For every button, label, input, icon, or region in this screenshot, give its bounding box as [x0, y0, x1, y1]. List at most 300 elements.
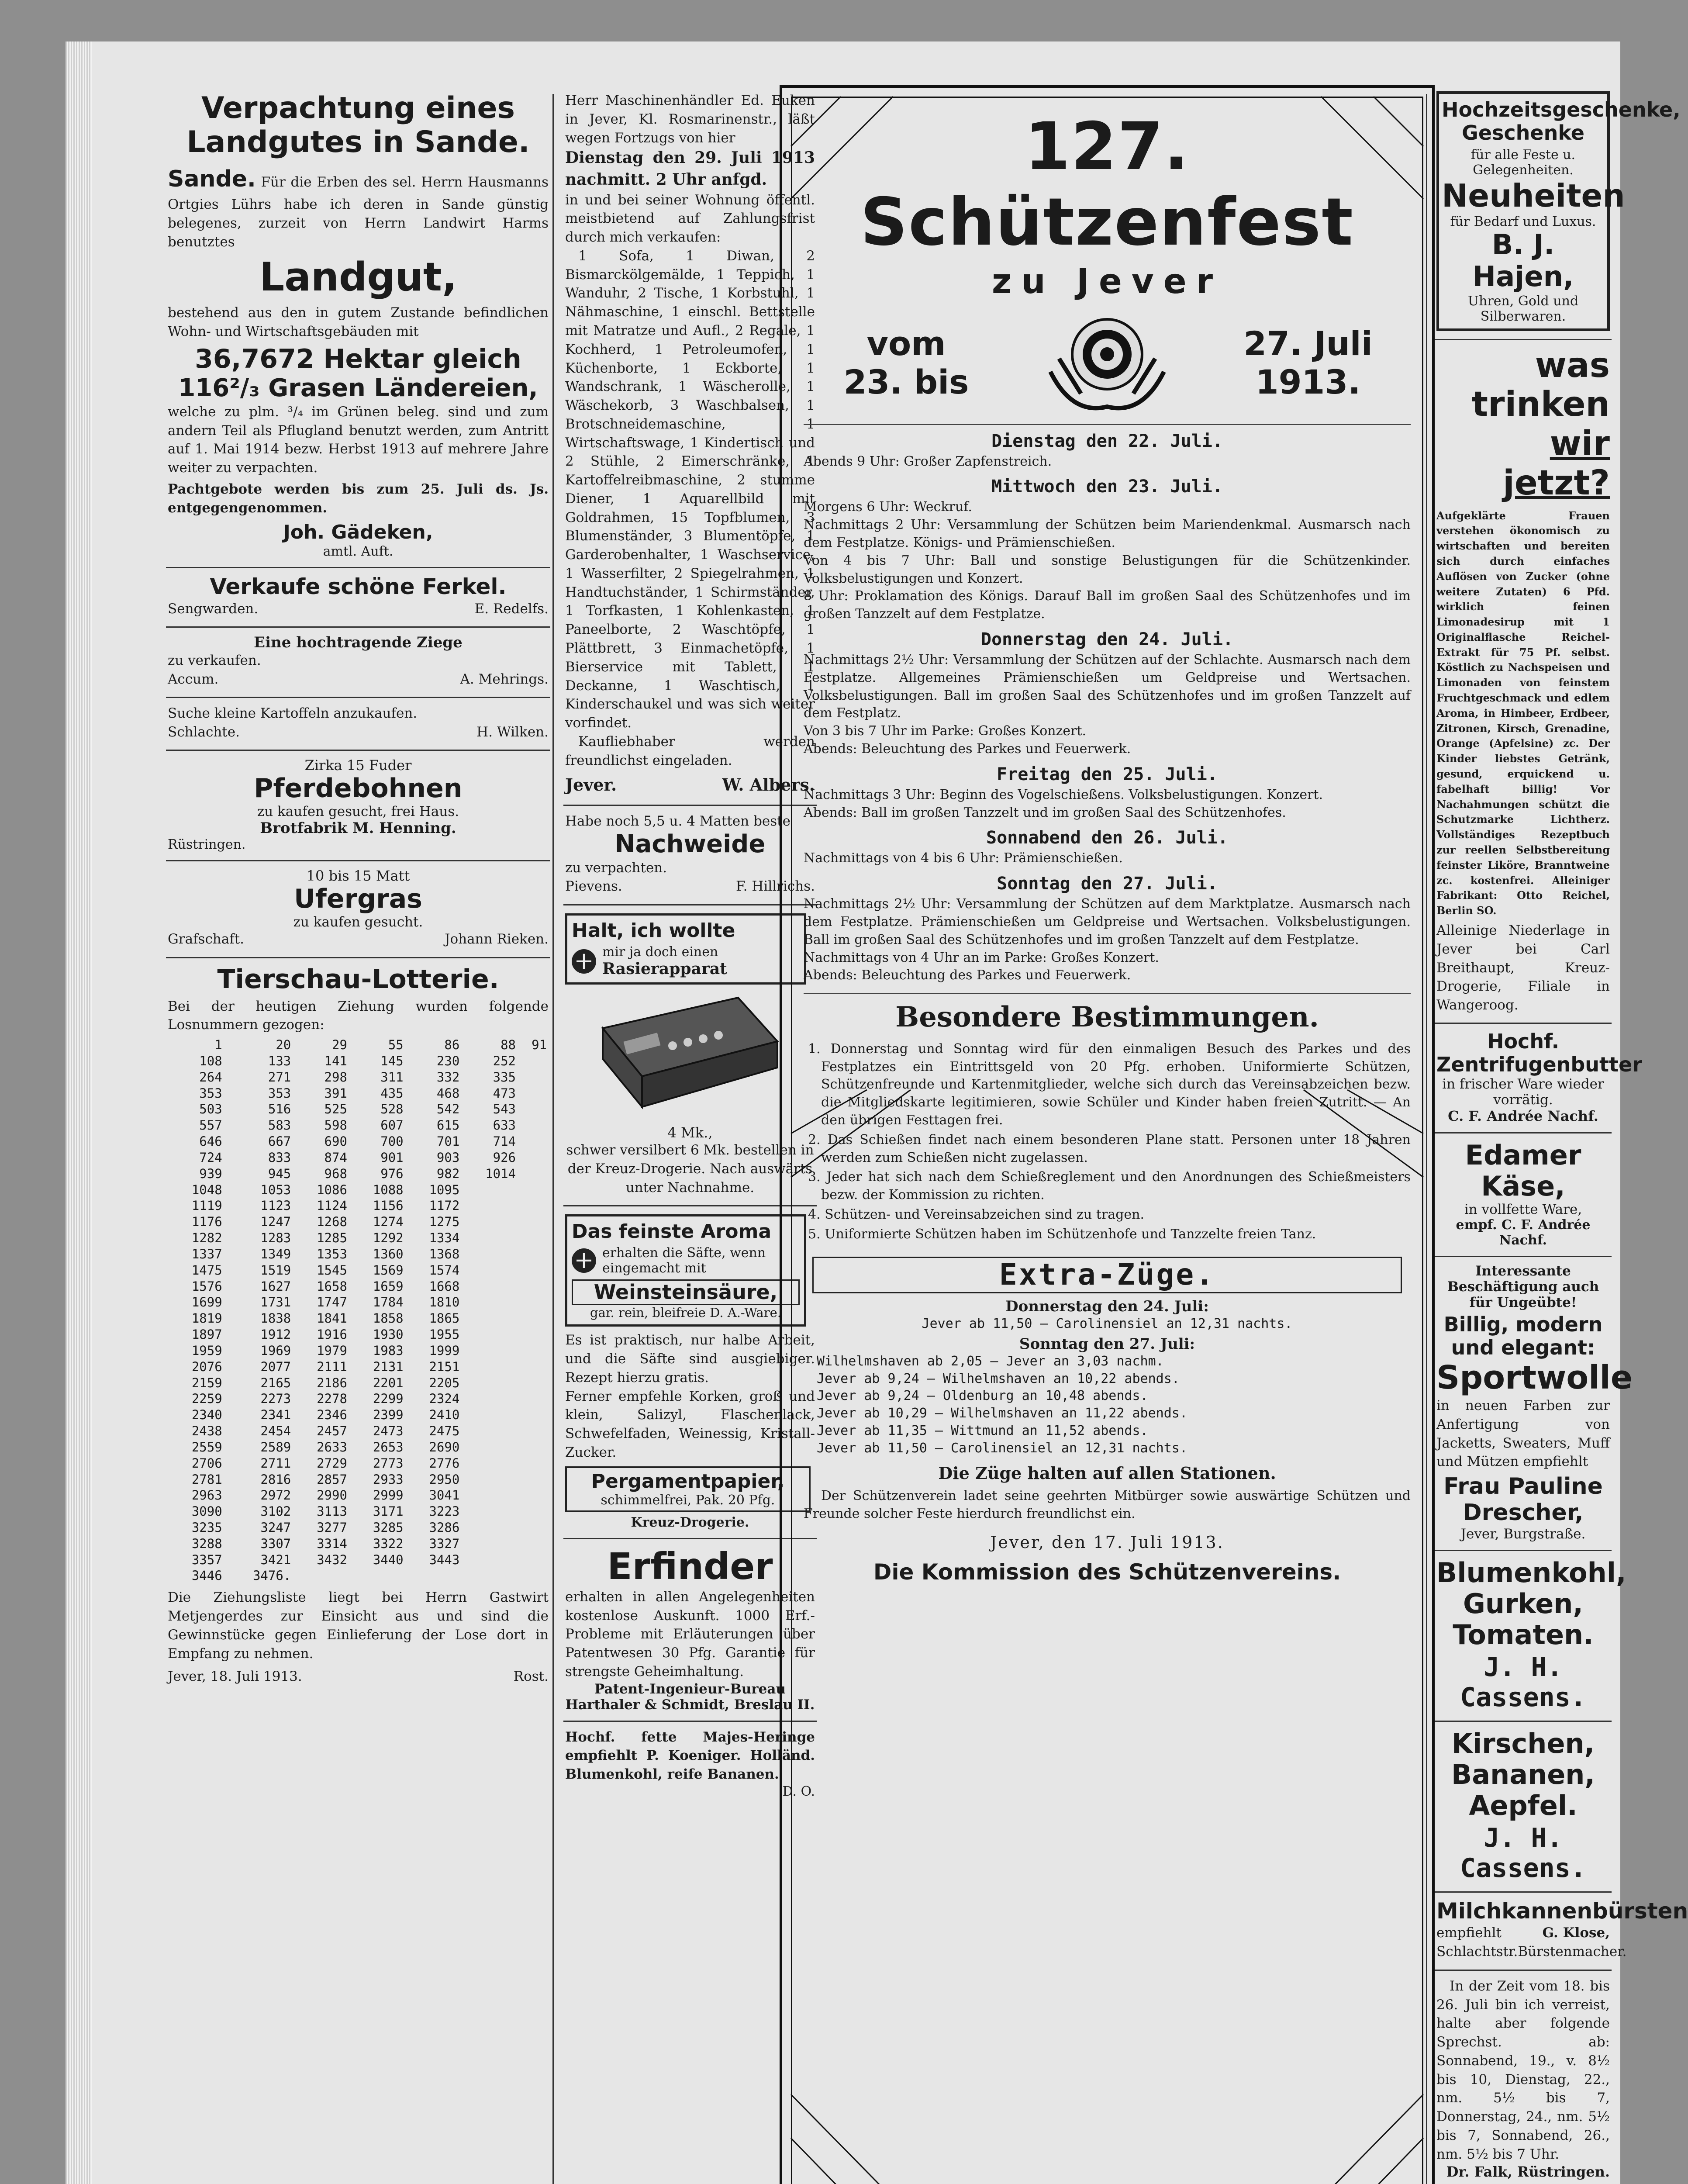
train-line: Jever ab 11,35 — Wittmund an 11,52 abends. [817, 1423, 1148, 1439]
invitation-text: Der Schützenverein ladet seine geehrten Mitbürger sowie auswärtige Schützen und Freunde solcher Feste hierdurch freundlichst ein. [804, 1488, 1411, 1521]
lottery-number: 1819 [191, 1311, 222, 1326]
lottery-number: 633 [493, 1118, 516, 1133]
ad-title: Erfinder [607, 1545, 773, 1588]
program-event: Von 4 bis 7 Uhr: Ball und sonstige Belustigungen für die Schützenkinder. Volksbelustigungen und Konzert. [804, 553, 1411, 586]
product-name: Rasierapparat [602, 960, 727, 978]
lottery-number: 1176 [191, 1214, 222, 1230]
program-event: Abends: Beleuchtung des Parkes und Feuerwerk. [804, 968, 1131, 983]
program-event: Nachmittags von 4 bis 6 Uhr: Prämienschießen. [804, 850, 1123, 866]
lottery-number: 874 [324, 1150, 347, 1165]
ad-name: G. Klose, [1542, 1925, 1610, 1941]
ad-name: W. Albers. [722, 775, 815, 795]
lottery-number: 2299 [373, 1391, 404, 1406]
date-start: 23. bis [843, 362, 969, 401]
lottery-row [168, 1552, 549, 1568]
column-2 [563, 85, 817, 2184]
ad-firm: Brotfabrik M. Henning. [260, 819, 456, 837]
lottery-number: 901 [380, 1150, 404, 1165]
lottery-number: 1999 [429, 1343, 460, 1358]
lottery-number: 667 [268, 1134, 291, 1149]
ad-headline: Landgut, [259, 254, 457, 301]
lottery-number: 145 [380, 1053, 404, 1068]
ad-reichel [1435, 340, 1612, 1024]
ad-name: E. Redelfs. [474, 601, 549, 617]
produce-item: Tomaten. [1453, 1619, 1594, 1651]
ad-place: Sengwarden. [168, 601, 259, 617]
lottery-number: 646 [199, 1134, 222, 1149]
lottery-number: 2454 [260, 1424, 291, 1439]
ad-pferdebohnen [166, 751, 550, 861]
lottery-number: 2076 [191, 1359, 222, 1374]
train-line: Jever ab 9,24 — Oldenburg an 10,48 abends. [817, 1388, 1148, 1404]
ad-text: Es ist praktisch, nur halbe Arbeit, und die Säfte sind ausgiebiger. Rezept hierzu gratis. [565, 1332, 815, 1386]
lottery-number: 3277 [317, 1520, 347, 1535]
train-day: Sonntag den 27. Juli: [1019, 1335, 1195, 1353]
ad-title: Verpachtung eines Landgutes in Sande. [186, 91, 530, 160]
lottery-number: 1048 [191, 1182, 222, 1197]
train-line: Jever ab 11,50 — Carolinensiel an 12,31 nachts. [922, 1316, 1293, 1331]
lottery-number: 435 [380, 1085, 404, 1101]
lottery-number: 1283 [260, 1230, 291, 1246]
lottery-number: 3113 [317, 1504, 347, 1519]
ad-text: erhalten in allen Angelegenheiten kostenlose Auskunft. 1000 Erf.-Probleme mit Erläuterungen über Patentwesen 30 Pfg. Garantie für strengste Geheimhaltung. [565, 1589, 815, 1679]
lottery-number: 1841 [317, 1311, 347, 1326]
lottery-number: 583 [268, 1118, 291, 1133]
ad-ferkel [166, 568, 550, 628]
lottery-number: 1475 [191, 1262, 222, 1278]
train-day: Donnerstag den 24. Juli: [1005, 1297, 1209, 1315]
lottery-number: 2473 [373, 1424, 404, 1439]
rule-item: 5. Uniformierte Schützen haben im Schützenhofe und Tanzzelte freien Tanz. [808, 1226, 1316, 1242]
razor-box-illustration [594, 989, 786, 1120]
rule-item: 4. Schützen- und Vereinsabzeichen sind zu tragen. [808, 1206, 1145, 1222]
lottery-number-table [168, 1037, 549, 1584]
lottery-number: 3322 [373, 1536, 404, 1551]
program-event: Abends: Ball im großen Tanzzelt und im großen Saal des Schützenhofes. [804, 805, 1286, 820]
lottery-row [168, 1472, 549, 1488]
lottery-number: 1627 [260, 1279, 291, 1294]
ad-title: Ufergras [294, 884, 422, 915]
lottery-number: 939 [199, 1166, 222, 1181]
lottery-number: 926 [493, 1150, 516, 1165]
lottery-number: 335 [493, 1069, 516, 1085]
lottery-number: 3307 [260, 1536, 291, 1551]
lottery-number: 724 [199, 1150, 222, 1165]
lottery-number: 1334 [429, 1230, 460, 1246]
ad-text: bestehend aus den in gutem Zustande befindlichen Wohn- und Wirtschaftsgebäuden mit [168, 304, 549, 339]
lottery-number: 2131 [373, 1359, 404, 1374]
lottery-number: 557 [199, 1118, 222, 1133]
lottery-row [168, 1182, 549, 1198]
ad-date: Jever, 18. Juli 1913. [168, 1669, 302, 1685]
lottery-number: 3432 [317, 1552, 347, 1567]
ad-gemuese [1435, 1551, 1626, 1722]
lottery-number: 1916 [317, 1327, 347, 1342]
ad-rasierapparat [563, 905, 817, 1206]
lottery-number: 1912 [260, 1327, 291, 1342]
ad-title: Hochzeitsgeschenke, Geschenke [1442, 98, 1681, 145]
program-event: 8 Uhr: Proklamation des Königs. Darauf Ball im großen Saal des Schützenhofes und im großen Tanzzelt auf dem Festplatze. [804, 588, 1411, 622]
produce-item: Aepfel. [1469, 1790, 1578, 1822]
program-event: Nachmittags 2½ Uhr: Versammlung der Schützen auf der Schlachte. Ausmarsch nach dem Festplatze. Allgemeines Prämienschießen um Geldpreise und Wertsachen. Volksbelustigungen. Ball im großen Saal des Schützenhofes und im großen Tanzzelt auf dem Festplatz. [804, 652, 1411, 721]
lottery-number: 968 [324, 1166, 347, 1181]
lottery-number: 298 [324, 1069, 347, 1085]
ad-signature: Dr. Falk, Rüstringen. [1446, 2163, 1610, 2181]
ad-firm: C. F. Andrée Nachf. [1448, 1107, 1598, 1124]
lottery-number: 1172 [429, 1198, 460, 1213]
lottery-row [168, 1310, 549, 1327]
lottery-number: 2633 [317, 1439, 347, 1455]
lottery-row [168, 1294, 549, 1310]
lottery-number: 264 [199, 1069, 222, 1085]
train-list [804, 1353, 1411, 1457]
lottery-row [168, 1343, 549, 1359]
rule-item: 1. Donnerstag und Sonntag wird für den einmaligen Besuch des Parkes und des Festplatzes ein Eintrittsgeld von 20 Pfg. erhoben. Uniformierte Schützen, Schützenfreunde und Kartenmitglieder, welche sich durch das Vereinsabzeichen bezw. die Mitgliedskarte legitimieren, sowie Schüler und Kinder haben freien Zutritt. — An den übrigen Festtagen frei. [808, 1041, 1411, 1128]
ad-text: Für die Erben des sel. Herrn Hausmanns Ortgies Lührs habe ich deren in Sande günstig belegenes, zurzeit von Herrn Landwirt Harms benutztes [168, 174, 549, 250]
lottery-number: 2706 [191, 1455, 222, 1471]
lottery-number: 690 [324, 1134, 347, 1149]
ad-ziege [166, 628, 550, 698]
fest-title: 127. Schützenfest [860, 109, 1354, 260]
column-4 [1435, 85, 1688, 2184]
lottery-number: 1838 [260, 1311, 291, 1326]
target-emblem-icon [1033, 306, 1181, 420]
program-event: Abends 9 Uhr: Großer Zapfenstreich. [804, 453, 1052, 469]
lottery-number: 1574 [429, 1262, 460, 1278]
lottery-number: 3041 [429, 1488, 460, 1503]
ad-title: Milchkannenbürsten [1436, 1898, 1688, 1924]
lottery-number: 2933 [373, 1472, 404, 1487]
ad-text: Ferner empfehle Korken, groß und klein, Salizyl, Flaschenlack, Schwefelfaden, Weinessig, Kristall-Zucker. [565, 1388, 815, 1460]
lottery-number: 1659 [373, 1279, 404, 1294]
lottery-number: 945 [268, 1166, 291, 1181]
lottery-number: 503 [199, 1102, 222, 1117]
program-event: Morgens 6 Uhr: Weckruf. [804, 499, 972, 515]
lottery-number: 714 [493, 1134, 516, 1149]
lottery-number: 2324 [429, 1391, 460, 1406]
ad-text: zu kaufen gesucht. [293, 914, 423, 930]
lottery-number: 1156 [373, 1198, 404, 1213]
lottery-number: 607 [380, 1118, 404, 1133]
ad-title: Sportwolle [1436, 1359, 1633, 1397]
lottery-row [168, 1214, 549, 1230]
lottery-number: 833 [268, 1150, 291, 1165]
lottery-number: 20 [276, 1037, 291, 1053]
lottery-number: 2999 [373, 1488, 404, 1503]
lottery-number: 1368 [429, 1246, 460, 1261]
lottery-number: 2111 [317, 1359, 347, 1374]
produce-item: Gurken, [1463, 1588, 1583, 1620]
ad-firm: Harthaler & Schmidt, Breslau II. [565, 1697, 815, 1713]
lottery-number: 2410 [429, 1407, 460, 1423]
ad-text: Suche kleine Kartoffeln anzukaufen. [168, 705, 418, 722]
ad-firm: Patent-Ingenieur-Bureau [594, 1681, 786, 1697]
red-cross-icon: + [572, 949, 596, 974]
ad-text: Bei der heutigen Ziehung wurden folgende Losnummern gezogen: [168, 998, 549, 1033]
lottery-number: 700 [380, 1134, 404, 1149]
lottery-number: 1858 [373, 1311, 404, 1326]
ad-text: In der Zeit vom 18. bis 26. Juli bin ich verreist, halte aber folgende Sprechst. ab: Sonnabend, 19., v. 8½ bis 10, Dienstag, 22., nm. 5½ bis 7, Donnerstag, 24., nm. 5½ bis 7, Sonnabend, 26., nm. 5½ bis 7 Uhr. [1436, 1978, 1610, 2162]
lottery-number: 133 [268, 1053, 291, 1068]
lottery-number: 3443 [429, 1552, 460, 1567]
lottery-row [168, 1085, 549, 1102]
lottery-number: 29 [332, 1037, 347, 1053]
ad-signature: Joh. Gädeken, [283, 521, 433, 544]
ad-name: Johann Rieken. [445, 931, 549, 947]
train-line: Jever ab 10,29 — Wilhelmshaven an 11,22 abends. [817, 1406, 1187, 1421]
ad-title: Verkaufe schöne Ferkel. [210, 574, 507, 600]
lottery-number: 615 [436, 1118, 460, 1133]
lottery-number: 91 [532, 1037, 547, 1053]
lottery-number: 332 [436, 1069, 460, 1085]
lottery-number: 2438 [191, 1424, 222, 1439]
ad-sportwolle [1435, 1257, 1633, 1551]
shop-name: Kreuz-Drogerie. [631, 1515, 749, 1531]
lottery-row [168, 1230, 549, 1246]
ad-text: empfiehlt [1436, 1925, 1502, 1941]
ad-text: in frischer Ware wieder vorrätig. [1442, 1076, 1604, 1108]
ad-lotterie [166, 958, 550, 1694]
lottery-number: 2159 [191, 1375, 222, 1390]
lottery-number: 1545 [317, 1262, 347, 1278]
lottery-number: 1268 [317, 1214, 347, 1230]
lottery-number: 903 [436, 1150, 460, 1165]
area-line: 36,7672 Hektar gleich [195, 344, 521, 375]
ad-title: Tierschau-Lotterie. [217, 964, 499, 995]
lottery-number: 230 [436, 1053, 460, 1068]
lottery-number: 1285 [317, 1230, 347, 1246]
lottery-number: 3286 [429, 1520, 460, 1535]
ad-text: Aufgeklärte Frauen verstehen ökonomisch zu wirtschaften und bereiten sich durch einfaches Auflösen von Zucker (ohne weitere Zutaten) 6 Pfd. wirklich feinen Limonadesirup mit 1 Originalflasche Reichel-Extrakt für 75 Pf. selbst. Köstlich zu Nachspeisen und Limonaden von feinstem Fruchtgeschmack und edlem Aroma, in Himbeer, Erdbeer, Zitronen, Kirsch, Grenadine, Orange (Apfelsine) zc. Der Kinder liebstes Getränk, gesund, erquickend u. fabelhaft billig! Vor Nachahmungen schützt die Schutzmarke Lichtherz. Vollständiges Rezeptbuch zur reellen Selbstbereitung feinster Liköre, Branntweine zc. kostenfrei. Alleiniger Fabrikant: Otto Reichel, Berlin SO. [1436, 509, 1610, 917]
lottery-number: 1247 [260, 1214, 291, 1230]
lottery-number: 982 [436, 1166, 460, 1181]
ad-buersten [1435, 1893, 1688, 1971]
ad-text: Hochf. fette Majes-Heringe empfiehlt P. Koeniger. Holländ. Blumenkohl, reife Bananen. [565, 1729, 815, 1783]
program-day: Mittwoch den 23. Juli. [991, 477, 1223, 497]
lottery-number: 141 [324, 1053, 347, 1068]
ad-place: Schlachtstr. [1436, 1944, 1518, 1960]
lottery-number: 3223 [429, 1504, 460, 1519]
lottery-number: 3314 [317, 1536, 347, 1551]
lottery-number: 311 [380, 1069, 404, 1085]
lottery-row [168, 1053, 549, 1069]
program-event: Nachmittags 3 Uhr: Beginn des Vogelschießens. Volksbelustigungen. Konzert. [804, 787, 1323, 802]
ad-firm: J. H. Cassens. [1460, 1652, 1586, 1713]
lottery-number: 2559 [191, 1439, 222, 1455]
ad-text: in und bei seiner Wohnung öffentl. meistbietend auf Zahlungsfrist durch mich verkaufen: [565, 192, 815, 245]
ad-text: erhalten die Säfte, wenn eingemacht mit [602, 1245, 766, 1276]
lottery-number: 2711 [260, 1455, 291, 1471]
product-name: Weinsteinsäure, [572, 1279, 800, 1305]
lottery-row [168, 1117, 549, 1133]
program-day: Dienstag den 22. Juli. [991, 431, 1223, 451]
ad-dr-falk [1435, 1971, 1612, 2184]
lottery-row [168, 1536, 549, 1552]
program-event: Nachmittags 2½ Uhr: Versammlung der Schützen auf dem Marktplatze. Ausmarsch nach dem Festplatze. Prämienschießen um Geldpreise und Wertsachen. Volksbelustigungen. Ball im großen Saal des Schützenhofes und im großen Tanzzelt auf dem Festplatze. [804, 896, 1411, 947]
program-event: Abends: Beleuchtung des Parkes und Feuerwerk. [804, 741, 1131, 757]
lottery-row [168, 1407, 549, 1423]
lottery-number: 1360 [373, 1246, 404, 1261]
lottery-row [168, 1150, 549, 1166]
ad-date: Dienstag den 29. Juli 1913 nachmitt. 2 Uhr anfgd. [565, 149, 815, 189]
lottery-number: 3247 [260, 1520, 291, 1535]
ad-text: in neuen Farben zur Anfertigung von Jacketts, Sweaters, Muff und Mützen empfiehlt [1436, 1398, 1610, 1470]
lottery-number: 2205 [429, 1375, 460, 1390]
lottery-number: 2186 [317, 1375, 347, 1390]
lottery-row [168, 1423, 549, 1439]
train-note: Die Züge halten auf allen Stationen. [938, 1463, 1276, 1483]
rule-item: 2. Das Schießen findet nach einem besonderen Plane statt. Personen unter 18 Jahren werden zum Schießen nicht zugelassen. [808, 1132, 1411, 1165]
lottery-number: 1 [214, 1037, 222, 1053]
lottery-number: 391 [324, 1085, 347, 1101]
ad-place: Jever, Burgstraße. [1460, 1526, 1586, 1542]
fest-subtitle: zu Jever [991, 262, 1223, 301]
lottery-number: 108 [199, 1053, 222, 1068]
lottery-number: 525 [324, 1102, 347, 1117]
program-event: Nachmittags von 4 Uhr an im Parke: Großes Konzert. [804, 950, 1159, 965]
lottery-number: 1576 [191, 1279, 222, 1294]
date-end: 27. Juli [1243, 324, 1373, 363]
ad-place: Schlachte. [168, 724, 240, 740]
lottery-number: 2278 [317, 1391, 347, 1406]
lottery-number: 1865 [429, 1311, 460, 1326]
lottery-row [168, 1520, 549, 1536]
lottery-number: 1784 [373, 1295, 404, 1310]
lottery-number: 2341 [260, 1407, 291, 1423]
ad-text: Herr Maschinenhändler Ed. Euken in Jever, Kl. Rosmarinenstr., läßt wegen Fortzugs von hier [565, 93, 815, 146]
lottery-number: 2990 [317, 1488, 347, 1503]
lottery-row [168, 1133, 549, 1150]
program-day: Donnerstag den 24. Juli. [981, 629, 1233, 650]
lottery-number: 2950 [429, 1472, 460, 1487]
lottery-number: 1747 [317, 1295, 347, 1310]
area-line: 116²/₃ Grasen Ländereien, [178, 374, 538, 403]
produce-item: Blumenkohl, [1436, 1556, 1626, 1589]
ad-place: Pievens. [565, 878, 622, 895]
lottery-number: 1275 [429, 1214, 460, 1230]
program-day: Sonnabend den 26. Juli. [986, 828, 1228, 848]
lottery-number: 2340 [191, 1407, 222, 1423]
lottery-row [168, 1487, 549, 1503]
lottery-row [168, 1279, 549, 1295]
ad-title: Pferdebohnen [254, 773, 463, 804]
program-event: Von 3 bis 7 Uhr im Parke: Großes Konzert. [804, 723, 1087, 739]
lottery-number: 271 [268, 1069, 291, 1085]
lottery-number: 2781 [191, 1472, 222, 1487]
lottery-number: 3235 [191, 1520, 222, 1535]
lottery-number: 542 [436, 1102, 460, 1117]
ad-title: Hochf. Zentrifugenbutter [1436, 1029, 1642, 1076]
lottery-row [168, 1455, 549, 1472]
ad-subtitle: Billig, modern und elegant: [1443, 1313, 1603, 1360]
lottery-number: 3171 [373, 1504, 404, 1519]
lottery-number: 1337 [191, 1246, 222, 1261]
ad-obst [1435, 1722, 1612, 1893]
ad-text: welche zu plm. ³/₄ im Grünen beleg. sind und zum andern Teil als Pflugland benutzt werden, zum Antritt auf 1. Mai 1914 bezw. Herbst 1913 auf mehrere Jahre weiter zu verpachten. [168, 404, 549, 476]
ad-erfinder [563, 1539, 817, 1721]
ad-name: F. Hillrichs. [736, 878, 815, 895]
lottery-number: 2151 [429, 1359, 460, 1374]
lottery-number: 2589 [260, 1439, 291, 1455]
lottery-number: 1119 [191, 1198, 222, 1213]
lottery-number: 468 [436, 1085, 460, 1101]
lottery-number: 976 [380, 1166, 404, 1181]
train-line: Wilhelmshaven ab 2,05 — Jever an 3,03 nachm. [817, 1353, 1164, 1369]
ad-text: schwer versilbert 6 Mk. bestellen in der Kreuz-Drogerie. Nach auswärts unter Nachnahme. [566, 1142, 814, 1196]
column-rule [552, 94, 554, 2184]
date-word: vom [866, 324, 946, 363]
lottery-number: 1088 [373, 1182, 404, 1197]
rule-item: 3. Jeder hat sich nach dem Schießreglement und den Anordnungen des Schießmeisters bezw. der Kommission zu richten. [808, 1169, 1411, 1203]
lottery-row [168, 1101, 549, 1117]
ad-kartoffeln [166, 698, 550, 751]
ad-place: Accum. [168, 671, 219, 687]
lottery-number: 1123 [260, 1198, 291, 1213]
lottery-number: 1353 [317, 1246, 347, 1261]
lottery-number: 1124 [317, 1198, 347, 1213]
lottery-number: 543 [493, 1102, 516, 1117]
lottery-number: 3421 [260, 1552, 291, 1567]
lottery-row [168, 1198, 549, 1214]
program-day: Sonntag den 27. Juli. [997, 874, 1218, 894]
lottery-number: 1959 [191, 1343, 222, 1358]
ad-title: Edamer Käse, [1465, 1139, 1581, 1202]
ad-deadline: Pachtgebote werden bis zum 25. Juli ds. Js. entgegengenommen. [168, 481, 549, 516]
lottery-number: 2773 [373, 1455, 404, 1471]
ad-place: Rüstringen. [168, 837, 246, 853]
ad-intro: Interessante Beschäftigung auch für Ungeübte! [1447, 1263, 1599, 1311]
ad-text: Uhren, Gold und Silberwaren. [1467, 293, 1579, 324]
schuetzenfest-advert [780, 85, 1439, 2184]
ad-text: in vollfette Ware, [1464, 1202, 1582, 1218]
ad-firm: empf. C. F. Andrée Nachf. [1456, 1217, 1591, 1248]
lottery-number: 1349 [260, 1246, 291, 1261]
lottery-row [168, 1069, 549, 1085]
lottery-row [168, 1262, 549, 1279]
lottery-row [168, 1391, 549, 1407]
ad-title: was trinken [1471, 346, 1610, 425]
lottery-number: 516 [268, 1102, 291, 1117]
rules-list [804, 1040, 1411, 1244]
lottery-number: 3327 [429, 1536, 460, 1551]
ad-nachweide [563, 806, 817, 905]
lottery-number: 1969 [260, 1343, 291, 1358]
train-line: Jever ab 11,50 — Carolinensiel an 12,31 nachts. [817, 1441, 1187, 1456]
lottery-number: 1668 [429, 1279, 460, 1294]
lottery-number: 1658 [317, 1279, 347, 1294]
lottery-number: 2346 [317, 1407, 347, 1423]
ad-title: wir jetzt? [1503, 424, 1610, 503]
lottery-number: 353 [268, 1085, 291, 1101]
lottery-number: 1979 [317, 1343, 347, 1358]
ad-place: Jever. [565, 775, 617, 795]
lottery-number: 2201 [373, 1375, 404, 1390]
ad-title: Eine hochtragende Ziege [254, 633, 463, 651]
ad-text: Die Ziehungsliste liegt bei Herrn Gastwirt Metjengerdes zur Einsicht aus und sind die Gewinnstücke gegen Einlieferung der Lose dort in Empfang zu nehmen. [168, 1590, 549, 1662]
lottery-number: 2653 [373, 1439, 404, 1455]
lottery-number: 353 [199, 1085, 222, 1101]
lottery-number: 1519 [260, 1262, 291, 1278]
lottery-number: 3440 [373, 1552, 404, 1567]
lottery-number: 55 [388, 1037, 404, 1053]
lottery-number: 1282 [191, 1230, 222, 1246]
ad-name: H. Wilken. [476, 724, 549, 740]
extra-trains-title: Extra-Züge. [999, 1257, 1215, 1292]
lottery-number: 2729 [317, 1455, 347, 1471]
lottery-number: 1810 [429, 1295, 460, 1310]
lottery-number: 3288 [191, 1536, 222, 1551]
lottery-number: 252 [493, 1053, 516, 1068]
